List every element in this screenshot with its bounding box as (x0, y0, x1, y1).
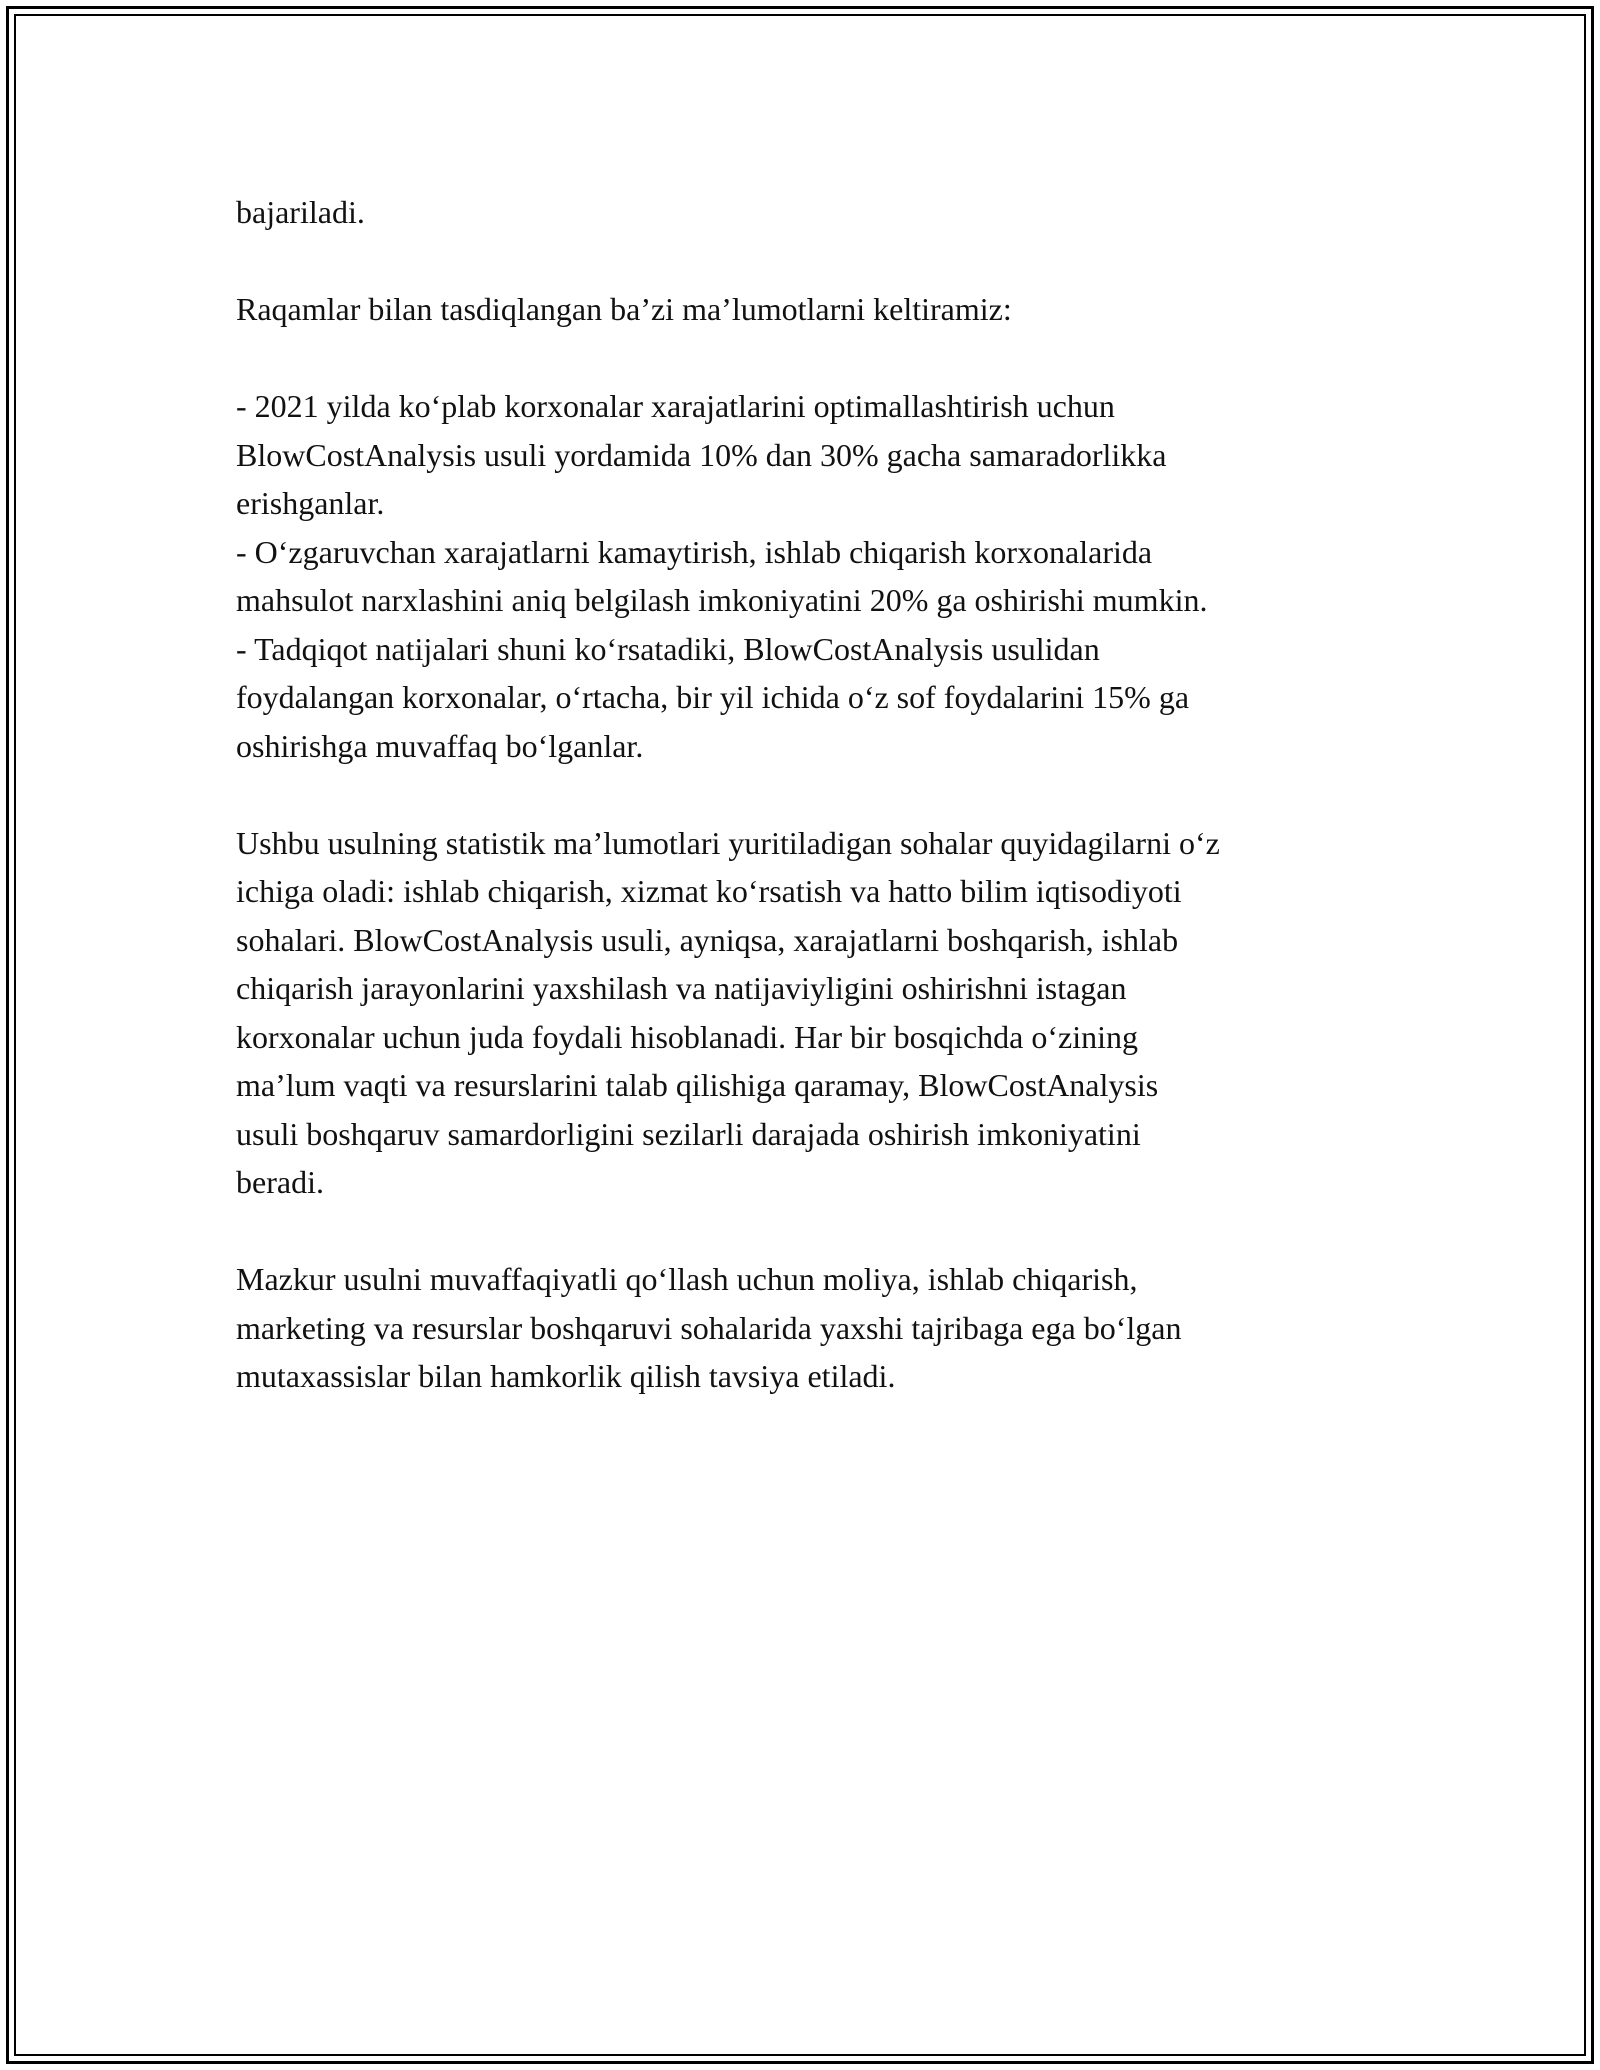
paragraph-recommendation: Mazkur usulni muvaffaqiyatli qo‘llash uchun moliya, ishlab chiqarish, marketing va resurslar boshqaruvi sohalarida yaxshi tajribaga ega bo‘lgan mutaxassislar bilan hamkorlik qilish tavsiya etiladi. (236, 1261, 1182, 1394)
document-body (236, 188, 1396, 1401)
paragraph-statistics-fields: Ushbu usulning statistik ma’lumotlari yuritiladigan sohalar quyidagilarni o‘z ichiga oladi: ishlab chiqarish, xizmat ko‘rsatish va hatto bilim iqtisodiyoti sohalari. BlowCostAnalysis usuli, ayniqsa, xarajatlarni boshqarish, ishlab chiqarish jarayonlarini yaxshilash va natijaviyligini oshirishni istagan korxonalar uchun juda foydali hisoblanadi. Har bir bosqichda o‘zining ma’lum vaqti va resurslarini talab qilishiga qaramay, BlowCostAnalysis usuli boshqaruv samardorligini sezilarli darajada oshirish imkoniyatini beradi. (236, 824, 1220, 1200)
paragraph-continuation: bajariladi. (236, 194, 365, 230)
paragraph-gap (236, 237, 1396, 286)
paragraph-intro-figures: Raqamlar bilan tasdiqlangan ba’zi ma’lumotlarni keltiramiz: (236, 291, 1012, 327)
paragraph-gap (236, 770, 1396, 819)
paragraph-bullet-list: - 2021 yilda ko‘plab korxonalar xarajatlarini optimallashtirish uchun BlowCostAnalysis usuli yordamida 10% dan 30% gacha samaradorlikka erishganlar. - O‘zgaruvchan xarajatlarni kamaytirish, ishlab chiqarish korxonalarida mahsulot narxlashini aniq belgilash imkoniyatini 20% ga oshirishi mumkin. - Tadqiqot natijalari shuni ko‘rsatadiki, BlowCostAnalysis usulidan foydalangan korxonalar, o‘rtacha, bir yil ichida o‘z sof foydalarini 15% ga oshirishga muvaffaq bo‘lganlar. (236, 388, 1208, 764)
paragraph-gap (236, 334, 1396, 383)
paragraph-gap (236, 1207, 1396, 1256)
